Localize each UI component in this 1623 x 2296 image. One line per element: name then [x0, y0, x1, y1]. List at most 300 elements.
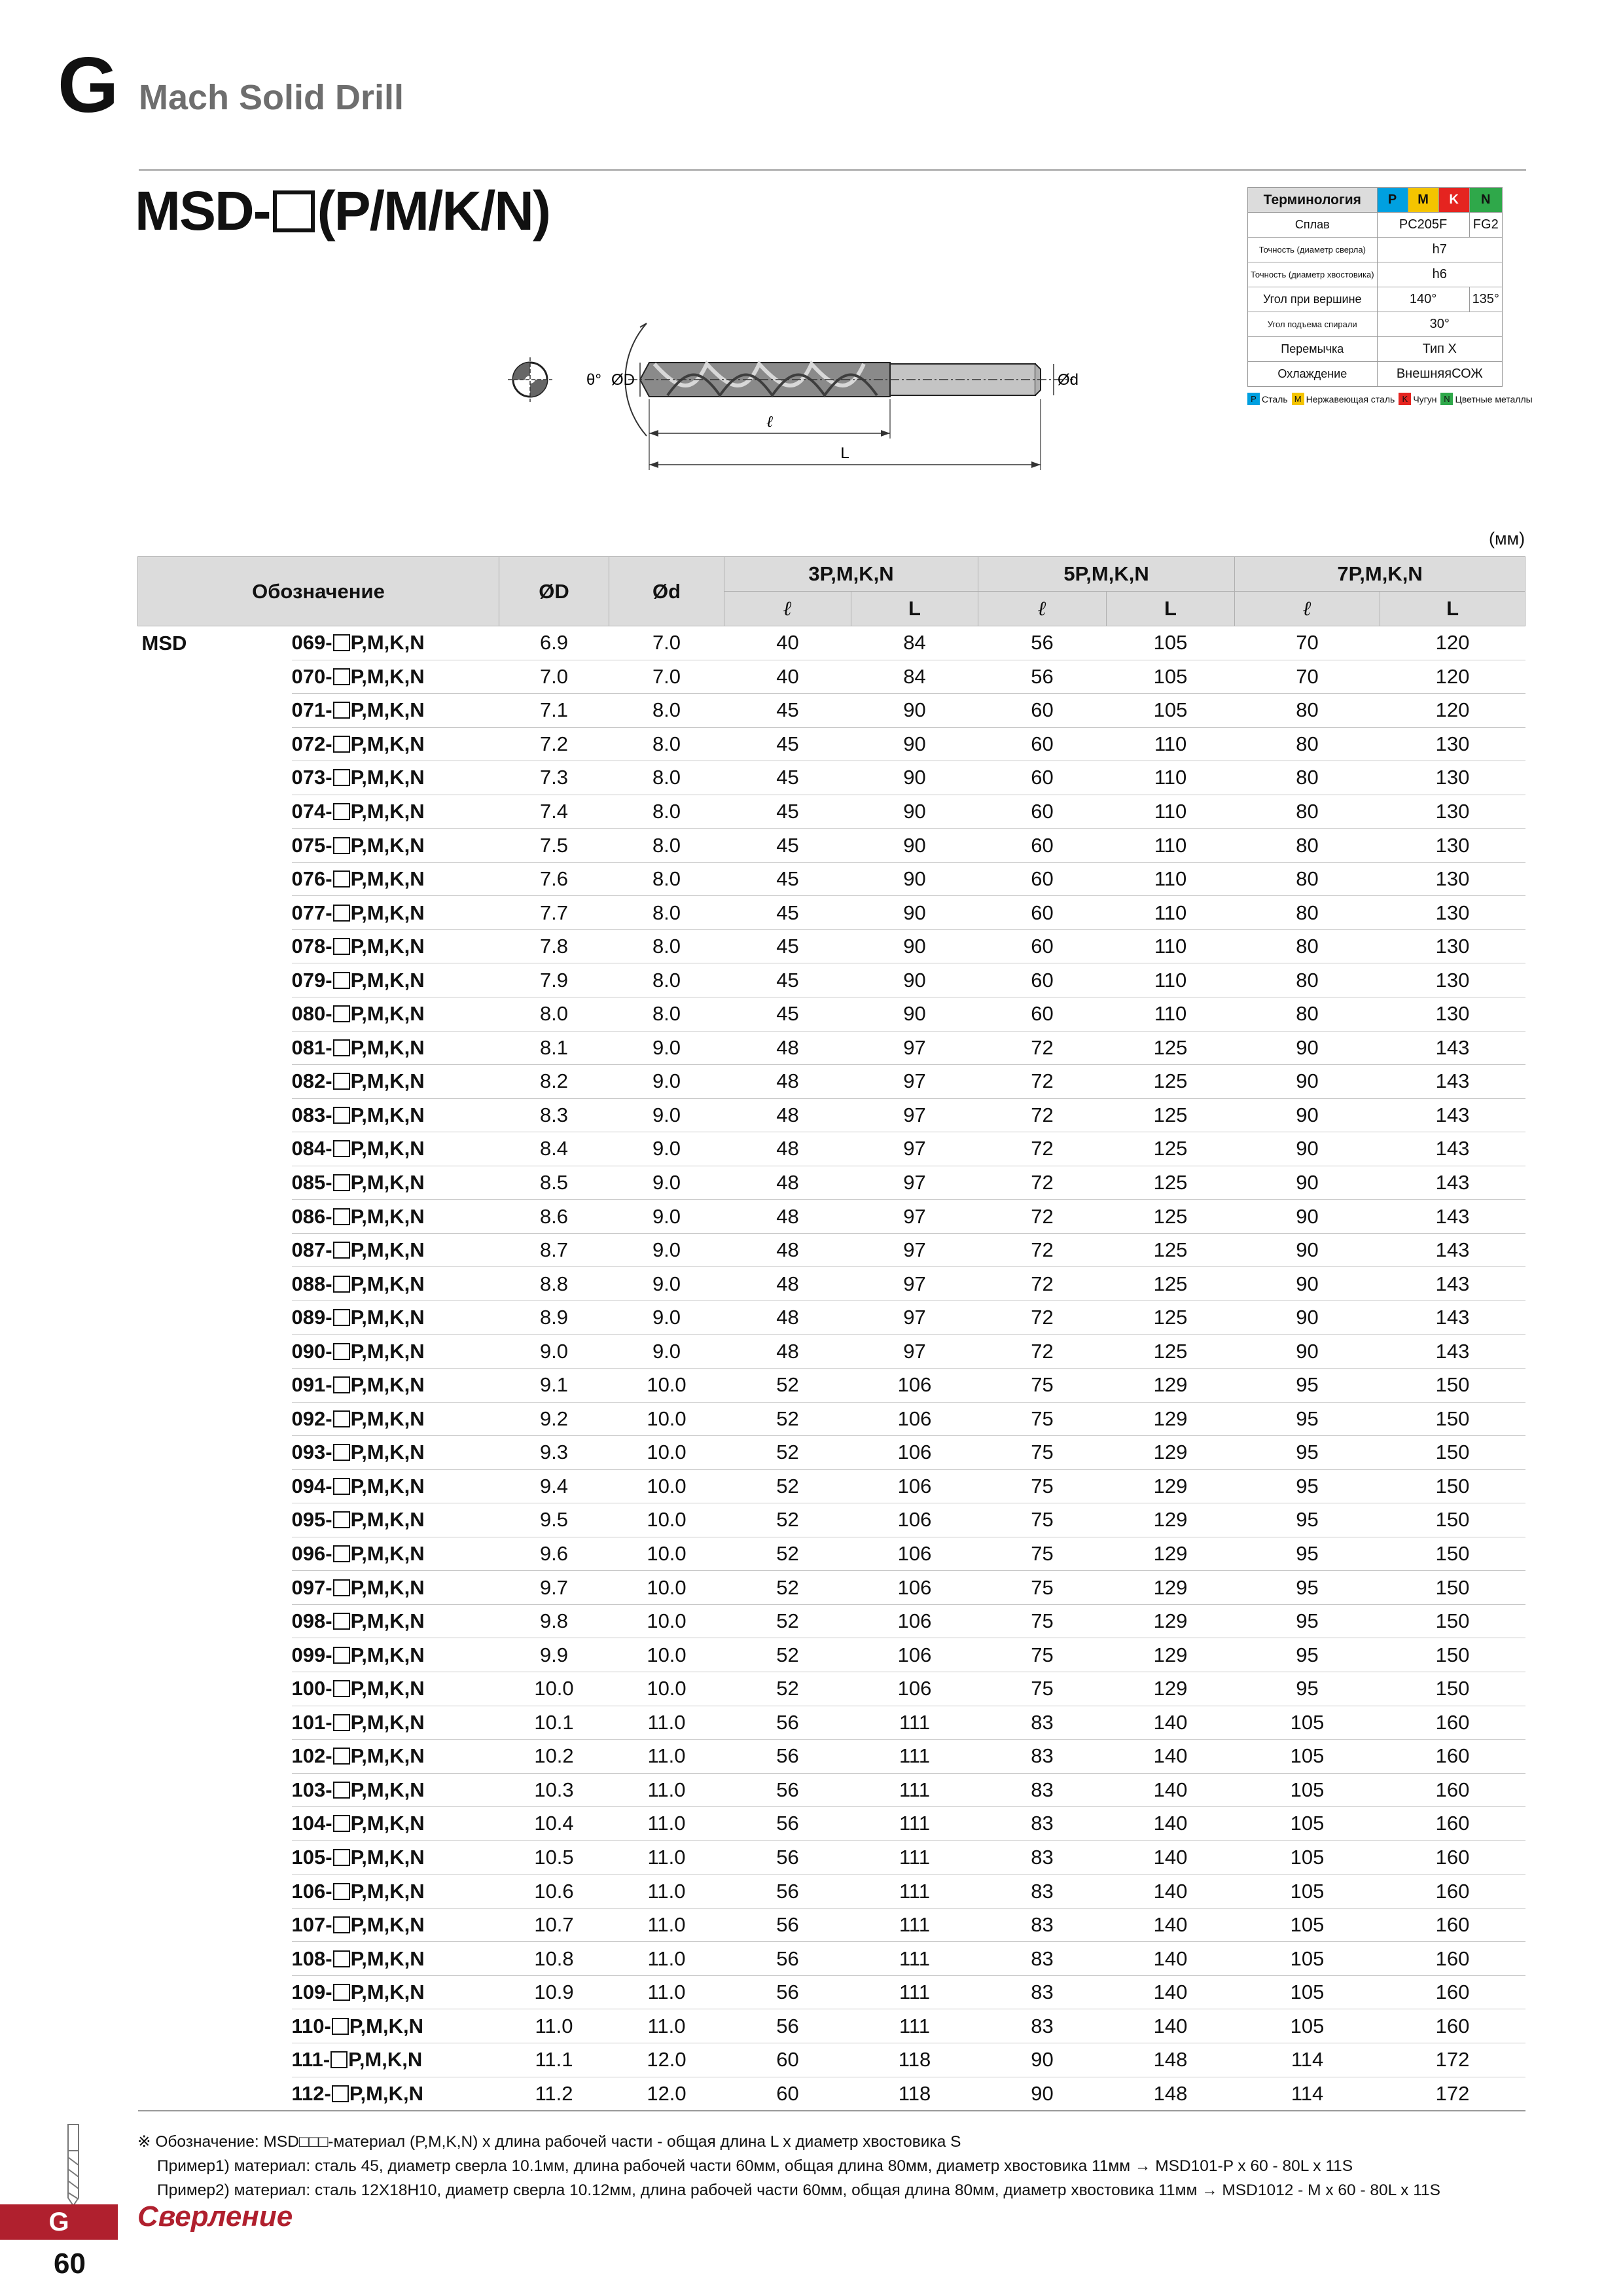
spec-tip-label: Угол при вершине	[1248, 287, 1378, 312]
total-length-3-cell: 106	[851, 1402, 978, 1436]
total-length-7-cell: 150	[1380, 1537, 1525, 1571]
total-length-7-cell: 160	[1380, 1874, 1525, 1909]
table-row	[138, 1773, 1525, 1807]
shank-d-cell: 11.0	[609, 1773, 724, 1807]
shank-d-cell: 8.0	[609, 997, 724, 1031]
flute-length-7-cell: 105	[1235, 1975, 1380, 2009]
flute-length-3-cell: 52	[724, 1503, 851, 1537]
designation-suffix: P,M,K,N	[350, 1002, 425, 1026]
section-word: Сверление	[137, 2200, 293, 2233]
placeholder-box-icon	[332, 2085, 349, 2102]
designation-suffix: P,M,K,N	[350, 968, 425, 992]
group-label	[138, 1874, 292, 1909]
group-label	[138, 1369, 292, 1403]
od-cell: 9.5	[499, 1503, 609, 1537]
flute-length-5-cell: 60	[978, 829, 1107, 863]
total-length-7-cell: 150	[1380, 1503, 1525, 1537]
shank-d-cell: 8.0	[609, 694, 724, 728]
flute-length-3-cell: 52	[724, 1537, 851, 1571]
spec-alloy-n: FG2	[1469, 213, 1502, 238]
table-row	[138, 1200, 1525, 1234]
designation-cell: 093- P,M,K,N	[292, 1436, 499, 1470]
flute-length-7-cell: 90	[1235, 1166, 1380, 1200]
designation-cell: 107- P,M,K,N	[292, 1908, 499, 1942]
placeholder-box-icon	[333, 702, 350, 719]
shank-d-cell: 8.0	[609, 727, 724, 761]
designation-cell: 110- P,M,K,N	[292, 2009, 499, 2043]
total-length-7-cell: 160	[1380, 1840, 1525, 1874]
designation-suffix: P,M,K,N	[350, 1643, 425, 1666]
flute-length-3-cell: 52	[724, 1604, 851, 1638]
note-example-1: Пример1) материал: сталь 45, диаметр сверла 10.1мм, длина рабочей части 60мм, общая длина 80мм, диаметр хвостовика 11мм → MSD101-P x 60 - 80L x 11S	[157, 2157, 1353, 2175]
placeholder-box-icon	[333, 1276, 350, 1293]
table-row	[138, 1233, 1525, 1267]
total-length-7-cell: 160	[1380, 1706, 1525, 1740]
designation-cell: 069- P,M,K,N	[292, 626, 499, 660]
designation-code: 105	[291, 1845, 326, 1869]
legend-text: Сталь	[1262, 393, 1288, 404]
total-length-3-cell: 84	[851, 660, 978, 694]
designation-cell: 089- P,M,K,N	[292, 1300, 499, 1335]
designation-cell: 095- P,M,K,N	[292, 1503, 499, 1537]
shank-d-cell: 11.0	[609, 2009, 724, 2043]
flute-length-7-cell: 80	[1235, 761, 1380, 795]
total-length-7-cell: 120	[1380, 626, 1525, 660]
total-length-5-cell: 125	[1107, 1300, 1235, 1335]
shank-d-cell: 11.0	[609, 1874, 724, 1909]
designation-cell: 076- P,M,K,N	[292, 862, 499, 896]
flute-length-7-cell: 80	[1235, 727, 1380, 761]
material-legend	[1247, 393, 1537, 405]
shank-d-cell: 9.0	[609, 1233, 724, 1267]
placeholder-box-icon	[333, 1376, 350, 1393]
flute-length-header: ℓ	[1235, 592, 1380, 626]
legend-text: Чугун	[1413, 393, 1437, 404]
total-length-3-cell: 111	[851, 1773, 978, 1807]
designation-code: 099	[291, 1643, 326, 1666]
shank-d-cell: 9.0	[609, 1065, 724, 1099]
placeholder-box-icon	[333, 1782, 350, 1799]
flute-length-7-cell: 95	[1235, 1369, 1380, 1403]
table-row	[138, 2043, 1525, 2077]
total-length-5-cell: 125	[1107, 1031, 1235, 1065]
table-row	[138, 896, 1525, 930]
table-row	[138, 1335, 1525, 1369]
flute-length-3-cell: 56	[724, 1706, 851, 1740]
placeholder-box-icon	[333, 1444, 350, 1461]
placeholder-box-icon	[333, 1107, 350, 1124]
designation-cell: 100- P,M,K,N	[292, 1672, 499, 1706]
od-cell: 8.3	[499, 1098, 609, 1132]
placeholder-box-icon	[333, 1478, 350, 1495]
designation-suffix: P,M,K,N	[350, 1171, 425, 1194]
shank-d-cell: 11.0	[609, 1706, 724, 1740]
flute-length-3-cell: 48	[724, 1200, 851, 1234]
drill-end-view	[508, 357, 552, 402]
flute-length-7-cell: 90	[1235, 1031, 1380, 1065]
od-cell: 7.5	[499, 829, 609, 863]
total-length-5-cell: 129	[1107, 1369, 1235, 1403]
designation-code: 069	[291, 631, 326, 655]
flute-length-7-cell: 105	[1235, 1706, 1380, 1740]
total-length-3-cell: 84	[851, 626, 978, 660]
od-cell: 10.3	[499, 1773, 609, 1807]
od-cell: 9.0	[499, 1335, 609, 1369]
flute-length-3-cell: 45	[724, 963, 851, 997]
group-label	[138, 1537, 292, 1571]
od-cell: 8.6	[499, 1200, 609, 1234]
flute-length-3-cell: 60	[724, 2077, 851, 2111]
flute-length-3-cell: 48	[724, 1132, 851, 1166]
table-row	[138, 1537, 1525, 1571]
designation-cell: 101- P,M,K,N	[292, 1706, 499, 1740]
placeholder-box-icon	[333, 1714, 350, 1731]
shank-d-cell: 8.0	[609, 761, 724, 795]
total-length-5-cell: 129	[1107, 1436, 1235, 1470]
notes	[137, 2130, 1440, 2202]
designation-code: 108	[291, 1946, 326, 1970]
total-length-5-cell: 125	[1107, 1166, 1235, 1200]
od-cell: 8.9	[499, 1300, 609, 1335]
designation-cell: 094- P,M,K,N	[292, 1469, 499, 1503]
total-length-5-cell: 129	[1107, 1469, 1235, 1503]
grade-p-cell: P	[1377, 188, 1408, 213]
total-length-3-cell: 97	[851, 1300, 978, 1335]
designation-header: Обозначение	[138, 557, 499, 626]
total-length-3-cell: 97	[851, 1267, 978, 1301]
placeholder-box-icon	[333, 769, 350, 786]
total-length-5-cell: 140	[1107, 1840, 1235, 1874]
designation-suffix: P,M,K,N	[350, 1272, 425, 1295]
shank-d-cell: 11.0	[609, 1908, 724, 1942]
od-cell: 7.8	[499, 929, 609, 963]
group-label	[138, 1065, 292, 1099]
designation-code: 080	[291, 1002, 326, 1026]
shank-d-cell: 8.0	[609, 929, 724, 963]
flute-length-3-cell: 60	[724, 2043, 851, 2077]
flute-length-3-cell: 56	[724, 2009, 851, 2043]
designation-suffix: P,M,K,N	[350, 1710, 425, 1734]
total-length-header: L	[1380, 592, 1525, 626]
total-length-7-cell: 143	[1380, 1098, 1525, 1132]
dimension-table	[137, 556, 1525, 2111]
group-label	[138, 1132, 292, 1166]
designation-code: 077	[291, 901, 326, 924]
total-length-3-cell: 97	[851, 1031, 978, 1065]
flute-length-7-cell: 95	[1235, 1571, 1380, 1605]
designation-suffix: P,M,K,N	[350, 867, 425, 891]
total-length-5-cell: 140	[1107, 1706, 1235, 1740]
flute-length-7-cell: 80	[1235, 795, 1380, 829]
total-length-5-cell: 125	[1107, 1267, 1235, 1301]
total-length-7-cell: 130	[1380, 896, 1525, 930]
designation-cell: 088- P,M,K,N	[292, 1267, 499, 1301]
placeholder-box-icon	[333, 1849, 350, 1866]
note-designation: ※ Обозначение: MSD□□□-материал (P,M,K,N) x длина рабочей части - общая длина L x диаметр хвостовика S	[137, 2133, 961, 2151]
flute-length-header: ℓ	[978, 592, 1107, 626]
placeholder-box-icon	[333, 1883, 350, 1900]
flute-length-7-cell: 95	[1235, 1537, 1380, 1571]
flute-length-7-cell: 105	[1235, 2009, 1380, 2043]
designation-suffix: P,M,K,N	[350, 1069, 425, 1093]
flute-length-5-cell: 75	[978, 1503, 1107, 1537]
flute-length-5-cell: 75	[978, 1469, 1107, 1503]
unit-label: (мм)	[1489, 529, 1525, 548]
designation-code: 111	[291, 2048, 323, 2072]
table-row	[138, 1874, 1525, 1909]
designation-suffix: P,M,K,N	[350, 1981, 425, 2004]
flute-length-5-cell: 83	[978, 1942, 1107, 1976]
od-cell: 10.6	[499, 1874, 609, 1909]
table-row	[138, 1975, 1525, 2009]
total-length-7-cell: 130	[1380, 997, 1525, 1031]
group-label	[138, 1942, 292, 1976]
flute-length-3-cell: 52	[724, 1469, 851, 1503]
drill-diagram	[497, 308, 1086, 478]
flute-length-3-cell: 56	[724, 1874, 851, 1909]
spec-coolant-value: ВнешняяСОЖ	[1377, 362, 1502, 387]
flute-length-5-cell: 60	[978, 727, 1107, 761]
designation-suffix: P,M,K,N	[350, 1845, 425, 1869]
table-row	[138, 1469, 1525, 1503]
grade-n-cell: N	[1469, 188, 1502, 213]
flute-length-5-cell: 75	[978, 1537, 1107, 1571]
group-label	[138, 1200, 292, 1234]
flute-length-5-cell: 60	[978, 761, 1107, 795]
shank-d-cell: 8.0	[609, 795, 724, 829]
flute-length-5-cell: 72	[978, 1335, 1107, 1369]
table-row	[138, 1807, 1525, 1841]
total-length-7-cell: 160	[1380, 1908, 1525, 1942]
flute-length-3-cell: 40	[724, 660, 851, 694]
table-row	[138, 1942, 1525, 1976]
designation-suffix: P,M,K,N	[350, 1474, 425, 1498]
flute-length-5-cell: 72	[978, 1233, 1107, 1267]
spec-coolant-label: Охлаждение	[1248, 362, 1378, 387]
flute-length-3-cell: 56	[724, 1975, 851, 2009]
header-rule	[139, 169, 1526, 171]
od-cell: 9.7	[499, 1571, 609, 1605]
legend-swatch: N	[1440, 393, 1453, 405]
group-label	[138, 1638, 292, 1672]
legend-text: Цветные металлы	[1455, 393, 1533, 404]
total-length-3-cell: 97	[851, 1233, 978, 1267]
total-length-5-cell: 125	[1107, 1098, 1235, 1132]
od-cell: 8.2	[499, 1065, 609, 1099]
designation-cell: 086- P,M,K,N	[292, 1200, 499, 1234]
flute-length-3-cell: 45	[724, 862, 851, 896]
designation-cell: 106- P,M,K,N	[292, 1874, 499, 1909]
designation-code: 090	[291, 1339, 326, 1363]
placeholder-box-icon	[333, 1680, 350, 1697]
flute-length-7-cell: 105	[1235, 1942, 1380, 1976]
shank-d-cell: 10.0	[609, 1503, 724, 1537]
placeholder-box-icon	[333, 1410, 350, 1427]
total-length-3-cell: 90	[851, 896, 978, 930]
total-length-3-cell: 106	[851, 1571, 978, 1605]
designation-suffix: P,M,K,N	[350, 766, 425, 789]
table-row	[138, 2077, 1525, 2111]
placeholder-box-icon	[333, 1748, 350, 1765]
flute-length-7-cell: 95	[1235, 1469, 1380, 1503]
designation-code: 112	[291, 2081, 325, 2105]
flute-length-5-cell: 60	[978, 929, 1107, 963]
flute-length-7-cell: 90	[1235, 1065, 1380, 1099]
od-cell: 10.4	[499, 1807, 609, 1841]
designation-code: 091	[291, 1373, 326, 1397]
total-length-3-cell: 97	[851, 1166, 978, 1200]
total-length-3-cell: 90	[851, 727, 978, 761]
od-cell: 8.7	[499, 1233, 609, 1267]
shank-d-cell: 10.0	[609, 1604, 724, 1638]
section-title: Mach Solid Drill	[139, 78, 404, 117]
placeholder-box-icon	[333, 837, 350, 854]
group-label	[138, 1503, 292, 1537]
flute-length-7-cell: 105	[1235, 1908, 1380, 1942]
designation-suffix: P,M,K,N	[349, 2081, 423, 2105]
total-length-label: L	[840, 444, 849, 462]
flute-length-3-cell: 52	[724, 1571, 851, 1605]
placeholder-box-icon	[333, 905, 350, 922]
total-length-7-cell: 172	[1380, 2077, 1525, 2111]
table-row	[138, 1132, 1525, 1166]
designation-suffix: P,M,K,N	[350, 1407, 425, 1430]
od-cell: 11.1	[499, 2043, 609, 2077]
flute-length-3-cell: 52	[724, 1638, 851, 1672]
total-length-7-cell: 143	[1380, 1166, 1525, 1200]
flute-length-7-cell: 80	[1235, 694, 1380, 728]
table-row	[138, 1436, 1525, 1470]
designation-code: 079	[291, 968, 326, 992]
placeholder-box-icon	[333, 1545, 350, 1562]
od-cell: 8.8	[499, 1267, 609, 1301]
od-label: ØD	[611, 371, 635, 389]
total-length-7-cell: 160	[1380, 1740, 1525, 1774]
flute-length-5-cell: 72	[978, 1132, 1107, 1166]
shank-d-cell: 10.0	[609, 1402, 724, 1436]
total-length-header: L	[1107, 592, 1235, 626]
spec-table	[1247, 187, 1503, 387]
table-row	[138, 727, 1525, 761]
designation-suffix: P,M,K,N	[350, 631, 425, 655]
total-length-7-cell: 130	[1380, 761, 1525, 795]
flute-length-5-cell: 72	[978, 1065, 1107, 1099]
od-cell: 8.5	[499, 1166, 609, 1200]
designation-cell: 103- P,M,K,N	[292, 1773, 499, 1807]
placeholder-box-icon	[333, 1073, 350, 1090]
placeholder-box-icon	[333, 1208, 350, 1225]
total-length-5-cell: 129	[1107, 1537, 1235, 1571]
table-row	[138, 1369, 1525, 1403]
group-label	[138, 1571, 292, 1605]
designation-code: 089	[291, 1306, 326, 1329]
total-length-5-cell: 110	[1107, 963, 1235, 997]
total-length-5-cell: 110	[1107, 997, 1235, 1031]
flute-length-3-cell: 48	[724, 1335, 851, 1369]
shank-d-cell: 10.0	[609, 1369, 724, 1403]
total-length-7-cell: 130	[1380, 929, 1525, 963]
flute-length-5-cell: 90	[978, 2077, 1107, 2111]
shank-d-cell: 9.0	[609, 1031, 724, 1065]
designation-suffix: P,M,K,N	[350, 698, 425, 722]
shank-d-cell: 8.0	[609, 896, 724, 930]
flute-length-3-cell: 56	[724, 1773, 851, 1807]
shank-d-cell: 11.0	[609, 1975, 724, 2009]
group-label	[138, 1267, 292, 1301]
designation-suffix: P,M,K,N	[350, 1441, 425, 1464]
designation-suffix: P,M,K,N	[350, 901, 425, 924]
placeholder-box-icon	[333, 1579, 350, 1596]
table-row	[138, 1098, 1525, 1132]
od-cell: 9.4	[499, 1469, 609, 1503]
flute-length-7-cell: 70	[1235, 660, 1380, 694]
flute-length-7-cell: 95	[1235, 1402, 1380, 1436]
total-length-5-cell: 110	[1107, 929, 1235, 963]
placeholder-box-icon	[333, 1309, 350, 1326]
group-label	[138, 1840, 292, 1874]
designation-suffix: P,M,K,N	[350, 1137, 425, 1160]
shank-d-cell: 10.0	[609, 1537, 724, 1571]
designation-suffix: P,M,K,N	[350, 1913, 425, 1937]
total-length-7-cell: 172	[1380, 2043, 1525, 2077]
od-cell: 6.9	[499, 626, 609, 660]
flute-length-5-cell: 83	[978, 1706, 1107, 1740]
od-cell: 10.0	[499, 1672, 609, 1706]
legend-swatch: P	[1247, 393, 1260, 405]
flute-length-7-cell: 95	[1235, 1436, 1380, 1470]
flute-length-5-cell: 72	[978, 1031, 1107, 1065]
designation-code: 110	[291, 2014, 325, 2037]
product-suffix: (P/M/K/N)	[317, 180, 550, 242]
table-row	[138, 829, 1525, 863]
total-length-7-cell: 143	[1380, 1031, 1525, 1065]
designation-code: 101	[291, 1710, 326, 1734]
placeholder-box-icon	[333, 1343, 350, 1360]
od-header: ØD	[499, 557, 609, 626]
total-length-3-cell: 106	[851, 1537, 978, 1571]
spec-helix-value: 30°	[1377, 312, 1502, 337]
flute-length-3-cell: 45	[724, 896, 851, 930]
total-length-7-cell: 150	[1380, 1369, 1525, 1403]
flute-length-header: ℓ	[724, 592, 851, 626]
shank-d-cell: 9.0	[609, 1200, 724, 1234]
group-label	[138, 1807, 292, 1841]
total-length-7-cell: 150	[1380, 1571, 1525, 1605]
total-length-5-cell: 129	[1107, 1402, 1235, 1436]
group-label	[138, 2043, 292, 2077]
flute-length-7-cell: 70	[1235, 626, 1380, 660]
od-cell: 8.1	[499, 1031, 609, 1065]
spec-tol-drill-value: h7	[1377, 238, 1502, 262]
flute-length-7-cell: 105	[1235, 1807, 1380, 1841]
designation-code: 084	[291, 1137, 326, 1160]
designation-suffix: P,M,K,N	[350, 1677, 425, 1700]
designation-code: 095	[291, 1508, 326, 1532]
table-row	[138, 963, 1525, 997]
total-length-5-cell: 129	[1107, 1503, 1235, 1537]
group-label	[138, 1908, 292, 1942]
total-length-3-cell: 111	[851, 1706, 978, 1740]
designation-code: 096	[291, 1542, 326, 1566]
total-length-7-cell: 160	[1380, 1975, 1525, 2009]
od-cell: 7.0	[499, 660, 609, 694]
total-length-3-cell: 111	[851, 1942, 978, 1976]
designation-code: 100	[291, 1677, 326, 1700]
flute-length-5-cell: 60	[978, 896, 1107, 930]
od-cell: 7.6	[499, 862, 609, 896]
group-label	[138, 795, 292, 829]
flute-length-3-cell: 48	[724, 1065, 851, 1099]
